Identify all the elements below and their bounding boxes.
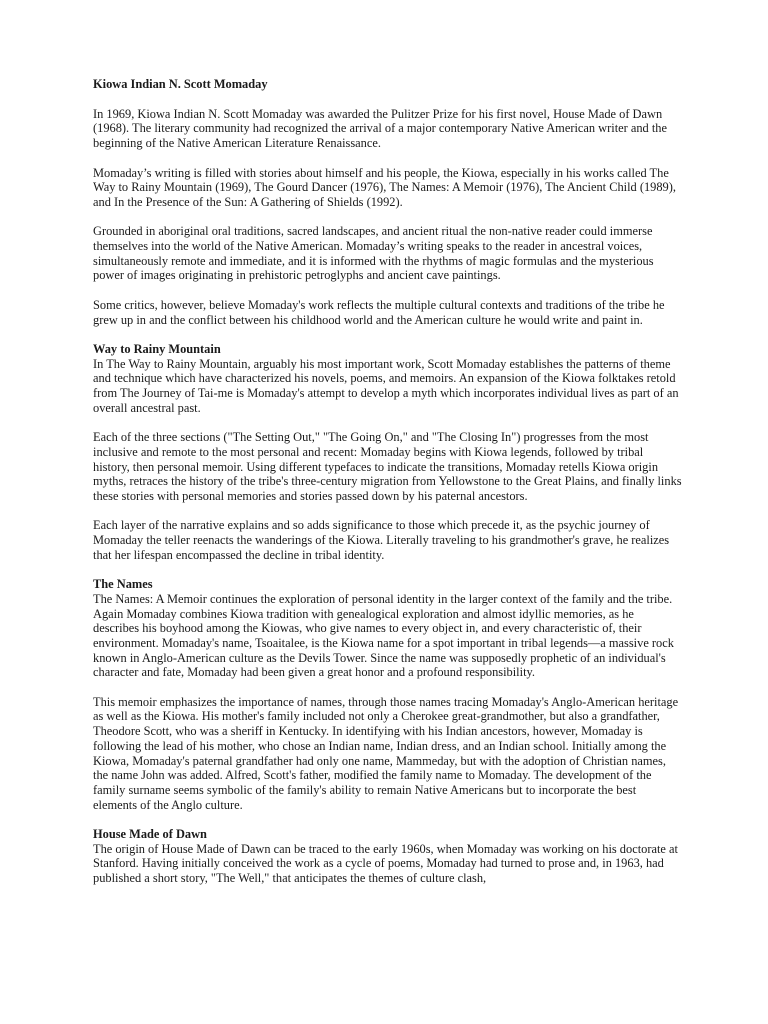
section-heading-rainy-mountain: Way to Rainy Mountain (93, 341, 221, 356)
document-page (93, 77, 683, 901)
the-names-paragraph-1: The Names: A Memoir continues the exploration of personal identity in the larger context of the family and the tribe. Again Momaday combines Kiowa tradition with genealogical exploration and almost idyllic memories, as he describes his boyhood among the Kiowas, who give names to every object in, and every characteristic of, their environment. Momaday's name, Tsoaitalee, is the Kiowa name for a spot important in tribal legends—a massive rock known in Anglo-American culture as the Devils Tower. Since the name was supposedly prophetic of an individual's character and fate, Momaday had been given a great honor and a profound responsibility. (93, 591, 674, 680)
intro-paragraph-4: Some critics, however, believe Momaday's work reflects the multiple cultural contexts and traditions of the tribe he grew up in and the conflict between his childhood world and the American culture he would write and paint in. (93, 297, 665, 327)
house-made-of-dawn-paragraph-1: The origin of House Made of Dawn can be traced to the early 1960s, when Momaday was working on his doctorate at Stanford. Having initially conceived the work as a cycle of poems, Momaday had turned to prose and, in 1963, had published a short story, "The Well," that anticipates the themes of culture clash, (93, 841, 678, 886)
document-title: Kiowa Indian N. Scott Momaday (93, 77, 268, 91)
intro-paragraph-2: Momaday’s writing is filled with stories about himself and his people, the Kiowa, especially in his works called The Way to Rainy Mountain (1969), The Gourd Dancer (1976), The Names: A Memoir (1976), The Ancient Child (1989), and In the Presence of the Sun: A Gathering of Shields (1992). (93, 165, 676, 209)
intro-paragraph-3: Grounded in aboriginal oral traditions, sacred landscapes, and ancient ritual the non-native reader could immerse themselves into the world of the Native American. Momaday’s writing speaks to the reader in ancestral voices, simultaneously remote and immediate, and it is informed with the rhythms of magic formulas and the mysterious power of images originating in prehistoric petroglyphs and ancient cave paintings. (93, 224, 654, 283)
rainy-mountain-paragraph-3: Each layer of the narrative explains and so adds significance to those which precede it, as the psychic journey of Momaday the teller reenacts the wanderings of the Kiowa. Literally traveling to his grandmother's grave, he realizes that her lifespan encompassed the decline in tribal identity. (93, 518, 670, 562)
rainy-mountain-paragraph-2: Each of the three sections ("The Setting Out," "The Going On," and "The Closing In") progresses from the most inclusive and remote to the most personal and recent: Momaday begins with Kiowa legends, followed by tribal history, then personal memoir. Using different typefaces to indicate the transitions, Momaday retells Kiowa origin myths, retraces the history of the tribe's three-century migration from Yellowstone to the Great Plains, and finally links these stories with personal memories and stories passed down by his paternal ancestors. (93, 430, 682, 503)
rainy-mountain-paragraph-1: In The Way to Rainy Mountain, arguably his most important work, Scott Momaday establishes the patterns of theme and technique which have characterized his novels, poems, and memoirs. An expansion of the Kiowa folktakes retold from The Journey of Tai-me is Momaday's attempt to develop a myth which incorporates individual lives as part of an overall ancestral past. (93, 356, 679, 415)
section-heading-the-names: The Names (93, 577, 153, 592)
section-heading-house-made-of-dawn: House Made of Dawn (93, 827, 207, 842)
intro-paragraph-1: In 1969, Kiowa Indian N. Scott Momaday was awarded the Pulitzer Prize for his first novel, House Made of Dawn (1968). The literary community had recognized the arrival of a major contemporary Native American writer and the beginning of the Native American Literature Renaissance. (93, 106, 667, 151)
the-names-paragraph-2: This memoir emphasizes the importance of names, through those names tracing Momaday's Anglo-American heritage as well as the Kiowa. His mother's family included not only a Cherokee great-grandmother, but also a grandfather, Theodore Scott, who was a sheriff in Kentucky. In identifying with his Indian ancestors, however, Momaday is following the lead of his mother, who chose an Indian name, Indian dress, and an Indian school. Initially among the Kiowa, Momaday's paternal grandfather had only one name, Mammeday, but with the adoption of Christian names, the name John was added. Alfred, Scott's father, modified the family name to Momaday. The development of the family surname seems symbolic of the family's ability to remain Native Americans but to incorporate the best elements of the Anglo culture. (93, 694, 679, 812)
